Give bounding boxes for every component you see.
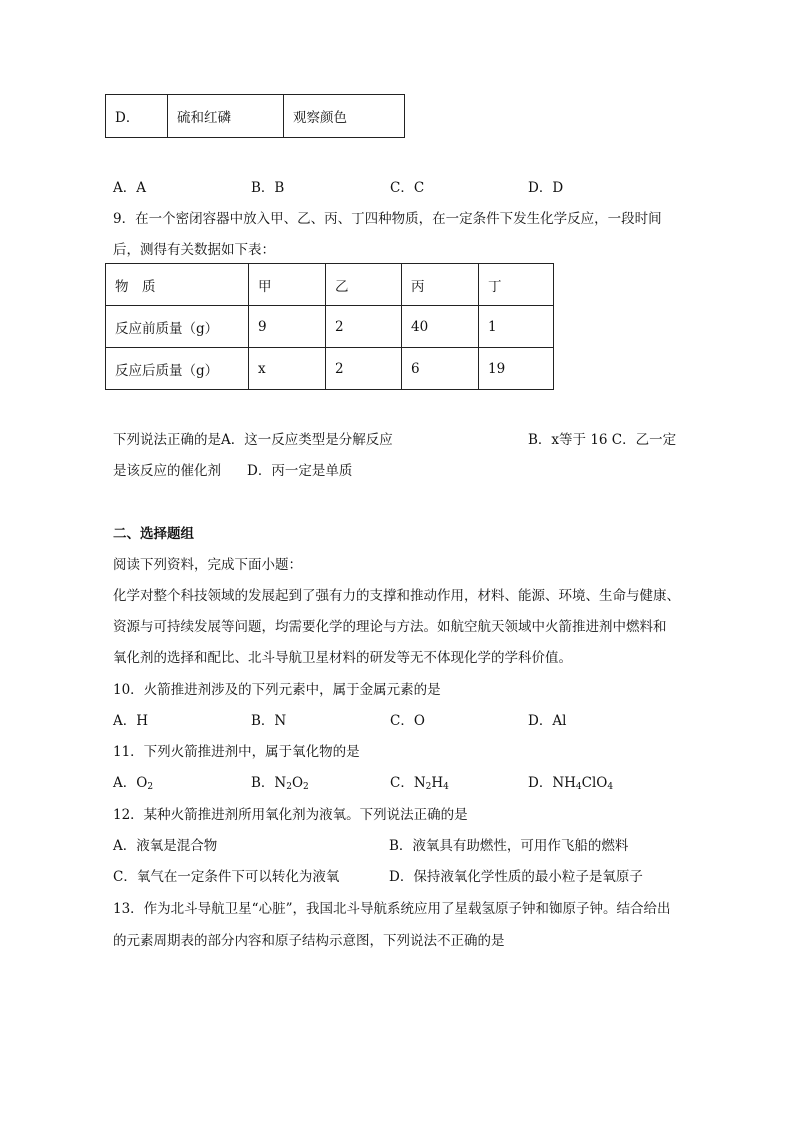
option-d[interactable]: D．Al: [528, 713, 567, 729]
q10-text: 10．火箭推进剂涉及的下列元素中，属于金属元素的是: [113, 682, 441, 698]
table-cell: x: [249, 348, 326, 390]
material-paragraph-line: 资源与可持续发展等问题，均需要化学的理论与方法。如航空航天领域中火箭推进剂中燃料和: [113, 619, 667, 635]
option-a[interactable]: A．H: [113, 713, 149, 729]
table-header: 丙: [402, 264, 479, 306]
q11-text: 11．下列火箭推进剂中，属于氧化物的是: [113, 744, 360, 760]
section-intro: 阅读下列资料，完成下面小题：: [113, 557, 302, 573]
table-header-row: [106, 264, 554, 306]
table-row: [106, 348, 554, 390]
option-d[interactable]: D．丙一定是单质: [247, 463, 353, 479]
q9-stem: [113, 428, 393, 448]
table-cell: 反应后质量（g）: [106, 348, 249, 390]
option-d[interactable]: D．保持液氧化学性质的最小粒子是氧原子: [389, 869, 643, 885]
option-d[interactable]: D．D: [528, 180, 564, 196]
table-cell: 19: [479, 348, 554, 390]
table-header: 乙: [326, 264, 402, 306]
material-paragraph-line: 氧化剂的选择和配比、北斗导航卫星材料的研发等无不体现化学的学科价值。: [113, 650, 572, 666]
q9-line1: 9．在一个密闭容器中放入甲、乙、丙、丁四种物质，在一定条件下发生化学反应，一段时间: [113, 211, 662, 227]
q13-line2: 的元素周期表的部分内容和原子结构示意图，下列说法不正确的是: [113, 933, 505, 949]
table-cell: 6: [402, 348, 479, 390]
q9-line-end: [113, 459, 352, 479]
q9-data-table: [105, 263, 554, 390]
q9-line2: 后，测得有关数据如下表：: [113, 242, 275, 258]
option-a[interactable]: A．A: [113, 180, 146, 196]
q13-line1: 13．作为北斗导航卫星“心脏”，我国北斗导航系统应用了星载氢原子钟和铷原子钟。结合给出: [113, 901, 671, 917]
q9-stem-text: 下列说法正确的是: [113, 432, 221, 448]
option-b[interactable]: B．N: [251, 713, 287, 729]
option-b-c[interactable]: B．x等于 16 C．乙一定: [528, 432, 677, 448]
material-paragraph-line: 化学对整个科技领域的发展起到了强有力的支撑和推动作用，材料、能源、环境、生命与健康、: [113, 588, 680, 604]
table-header: 物 质: [106, 264, 249, 306]
table-row: [106, 306, 554, 348]
option-b[interactable]: B．B: [251, 180, 285, 196]
q12-text: 12．某种火箭推进剂所用氧化剂为液氧。下列说法正确的是: [113, 807, 468, 823]
table-cell: 2: [326, 306, 402, 348]
table-header: 丁: [479, 264, 554, 306]
table-cell: D．: [106, 95, 168, 138]
option-c[interactable]: C．C: [390, 180, 425, 196]
option-a[interactable]: A．液氧是混合物: [113, 838, 218, 854]
option-c-continuation: 是该反应的催化剂: [113, 463, 221, 479]
option-b[interactable]: B．$N_2O_2$: [251, 775, 309, 792]
option-c[interactable]: C．$N_2H_4$: [390, 775, 449, 792]
table-cell: 9: [249, 306, 326, 348]
table-cell: 1: [479, 306, 554, 348]
option-a[interactable]: A．这一反应类型是分解反应: [221, 432, 393, 448]
option-c[interactable]: C．O: [390, 713, 425, 729]
option-b[interactable]: B．液氧具有助燃性，可用作飞船的燃料: [389, 838, 629, 854]
option-d-table: [105, 94, 405, 138]
table-cell: 2: [326, 348, 402, 390]
table-cell: 硫和红磷: [168, 95, 284, 138]
option-d[interactable]: D．$NH_4ClO_4$: [528, 775, 614, 792]
table-cell: 40: [402, 306, 479, 348]
table-cell: 观察颜色: [284, 95, 405, 138]
section-heading: 二、选择题组: [113, 526, 194, 542]
option-a[interactable]: A．$O_2$: [113, 775, 154, 792]
table-header: 甲: [249, 264, 326, 306]
table-cell: 反应前质量（g）: [106, 306, 249, 348]
option-c[interactable]: C．氧气在一定条件下可以转化为液氧: [113, 869, 340, 885]
